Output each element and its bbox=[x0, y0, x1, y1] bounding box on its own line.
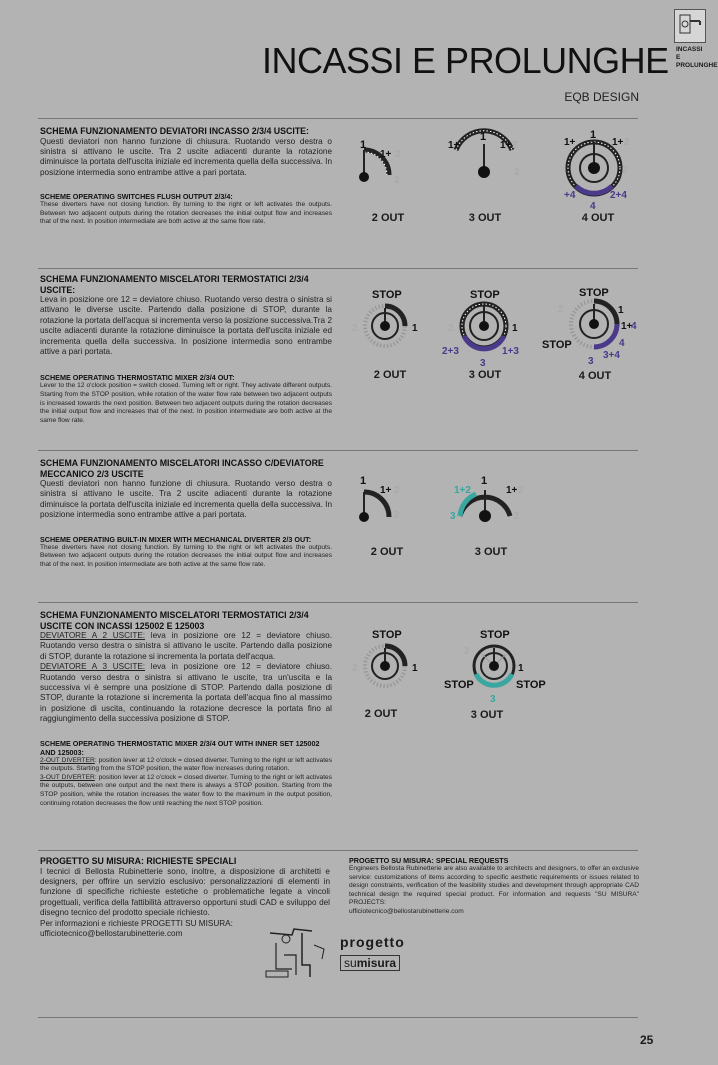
diagram-label: 4 OUT bbox=[578, 370, 612, 382]
inline-text: leva in posizione ore 12 = deviatore chiuso. Ruotando verso destra o sinistra si attivano le uscite, tra un'uscita e la successiva vi è sempre una posizione di STOP. Partendo dalla posizione di STOP, durante la rotazione si incrementa la portata dell'acqua fino al massimo in posizione di uscita, continuando la rotazione decresce la portata fino al raggiungimento della successiva posizione di STOP. bbox=[40, 662, 333, 724]
footer-body-en: Engineers Bellosta Rubinetterie are also available to architects and designers, to offer an exclusive service: customizations of items according to specific aesthetic requirements or issues related to design constraints, verification of the feasibility studies and development through appropriate CAD technical design the required special product. For information and requests "SU MISURA" PROJECTS: bbox=[349, 865, 639, 907]
dial-label: 1 bbox=[618, 305, 624, 316]
divider bbox=[38, 1017, 638, 1018]
dial-label: 1 bbox=[512, 323, 518, 334]
dial-label: 2+3 bbox=[442, 346, 459, 357]
dial-label: 1+ bbox=[612, 137, 624, 148]
dial-label: 1 bbox=[480, 131, 487, 143]
diagrams-incassi bbox=[340, 624, 560, 709]
dial-label: 2 bbox=[622, 165, 628, 176]
side-tab-label: INCASSI E PROLUNGHE bbox=[676, 46, 718, 69]
dial-label: 4 bbox=[619, 338, 625, 349]
dial-label: 2+4 bbox=[610, 190, 627, 201]
diagram-label: 3 OUT bbox=[468, 369, 502, 381]
section-heading: SCHEMA FUNZIONAMENTO DEVIATORI INCASSO 2/3/4 USCITE: bbox=[40, 126, 309, 136]
dial-label: 3 bbox=[450, 511, 456, 522]
section-body-en: Lever to the 12 o'clock position = switch closed. Turning left or right. They activate different outputs. Starting from the STOP position, while rotation of the water flow rate between two adjacent outputs is increased towards the next position. Between two adjacent outputs during the rotation decreases the initial output flow and increases that of the next. In position intermediate are both active at the same flow rate. bbox=[40, 382, 332, 424]
diagram-label: 2 OUT bbox=[370, 546, 404, 558]
section-body-en: These diverters have not closing function. By turning to the right or left activates the outputs. Between two adjacent outputs during the rotation decreases the initial output flow and increases that of the next. In position intermediate are both active at the same flow rate. bbox=[40, 543, 332, 568]
dial-label: 2 bbox=[464, 646, 470, 657]
section-body: Questi deviatori non hanno funzione di chiusura. Ruotando verso destra o sinistra si attivano le uscite. Tra 2 uscite adiacenti durante la rotazione diminuisce la portata dell'uscita iniziale ed incrementa quella della successiva. In posizione intermedia sono entrambe attive a pari portata. bbox=[40, 136, 332, 177]
section-body bbox=[40, 662, 332, 724]
divider bbox=[38, 602, 638, 603]
section-body: Leva in posizione ore 12 = deviatore chiuso. Ruotando verso destra o sinistra si attivano le diverse uscite. Partendo dalla posizione di STOP, durante la rotazione la portata dell'acqua si incrementa verso la posizione successiva.Tra 2 uscite adiacenti durante la rotazione diminuisce la portata dell'uscita iniziale ed incrementa quella della successiva. In posizione intermedia sono entrambe attive a pari portata. bbox=[40, 295, 332, 357]
diagram-label: 2 OUT bbox=[364, 708, 398, 720]
diagrams-termostatici bbox=[340, 284, 640, 374]
dial-label: 1 bbox=[590, 129, 597, 141]
section-heading-en: SCHEME OPERATING SWITCHES FLUSH OUTPUT 2/3/4: bbox=[40, 192, 233, 202]
dial-3out-inner bbox=[444, 629, 546, 705]
logo-misura: misura bbox=[356, 956, 397, 970]
dial-label: STOP bbox=[516, 679, 546, 691]
dial-label: STOP bbox=[480, 629, 510, 641]
dial-label: 1+ bbox=[380, 485, 392, 496]
dial-label: 1 bbox=[360, 139, 367, 151]
dial-label: STOP bbox=[372, 629, 402, 641]
dial-label: 2 bbox=[558, 304, 564, 315]
dial-label: 3 bbox=[480, 358, 486, 369]
dial-label: 1 bbox=[481, 475, 488, 487]
dial-label: 2 bbox=[518, 485, 524, 496]
dial-3out bbox=[448, 131, 520, 178]
divider bbox=[38, 850, 638, 851]
footer-contact: Per informazioni e richieste PROGETTI SU MISURA: bbox=[40, 918, 233, 928]
dial-label: 1 bbox=[412, 663, 418, 674]
dial-label: 2 bbox=[624, 137, 630, 148]
dial-label: +4 bbox=[564, 190, 576, 201]
diagram-label: 3 OUT bbox=[468, 212, 502, 224]
logo-progetto: progetto bbox=[340, 934, 405, 950]
dial-2out-thermo bbox=[352, 289, 418, 346]
diagram-label: 4 OUT bbox=[581, 212, 615, 224]
dial-3out-mech bbox=[450, 475, 524, 522]
dial-3out-thermo bbox=[442, 289, 519, 369]
dial-label: 2 bbox=[394, 175, 400, 186]
dial-label: 2 bbox=[352, 323, 358, 334]
page-number: 25 bbox=[640, 1033, 654, 1047]
divider bbox=[38, 118, 638, 119]
section-deviatori-text bbox=[40, 126, 332, 227]
faucet-thumbnail-icon bbox=[674, 9, 706, 43]
section-body bbox=[40, 631, 332, 662]
dial-label: 2 bbox=[514, 167, 520, 178]
dial-2out bbox=[359, 139, 401, 186]
footer-email: ufficiotecnico@bellostarubinetterie.com bbox=[40, 928, 183, 938]
dial-label: 2 bbox=[395, 149, 401, 160]
section-body-en bbox=[40, 774, 332, 808]
inline-label: DEVIATORE A 3 USCITE: bbox=[40, 662, 146, 672]
diagram-label: 2 OUT bbox=[373, 369, 407, 381]
dial-label: STOP bbox=[542, 339, 572, 351]
dial-label: 1+3 bbox=[502, 346, 519, 357]
dial-label: STOP bbox=[470, 289, 500, 301]
dial-label: 1+ bbox=[380, 149, 392, 160]
footer-heading-en: PROGETTO SU MISURA: SPECIAL REQUESTS bbox=[349, 856, 509, 865]
dial-4out-thermo bbox=[542, 287, 637, 367]
section-meccanico-text bbox=[40, 458, 332, 569]
dial-label: 1+ bbox=[564, 137, 576, 148]
footer-body: I tecnici di Bellosta Rubinetterie sono, inoltre, a disposizione di architetti e designers, per offrire un servizio esclusivo: personalizzazioni di elementi in funzione di specifiche richieste estetiche o problematiche legate a vincoli progettuali, verifica della fattibilità attraverso opportuni studi CAD e sviluppo del disegno tecnico del prodotto speciale richiesto. bbox=[40, 866, 330, 918]
dial-label: 2 bbox=[394, 510, 400, 521]
section-termostatici-text bbox=[40, 274, 332, 425]
diagram-label: 3 OUT bbox=[474, 546, 508, 558]
diagram-label: 2 OUT bbox=[371, 212, 405, 224]
dial-label: 2 bbox=[514, 511, 520, 522]
dial-label: 3 bbox=[490, 694, 496, 705]
inline-text: leva in posizione ore 12 = deviatore chiuso. Ruotando verso destra o sinistra si attivano le uscite. Partendo dalla posizione di STOP, durante la rotazione si incrementa la portata dell'acqua. bbox=[40, 631, 333, 661]
diagrams-meccanico bbox=[340, 470, 540, 530]
section-heading: SCHEMA FUNZIONAMENTO MISCELATORI INCASSO C/DEVIATORE MECCANICO 2/3 USCITE bbox=[40, 458, 324, 479]
footer-en bbox=[349, 856, 639, 917]
section-heading: SCHEMA FUNZIONAMENTO MISCELATORI TERMOSTATICI 2/3/4 USCITE: bbox=[40, 274, 309, 295]
section-heading-en: SCHEME OPERATING BUILT-IN MIXER WITH MECHANICAL DIVERTER 2/3 OUT: bbox=[40, 534, 312, 544]
dial-4out bbox=[564, 129, 630, 212]
inline-text: : position lever at 12 o'clock = closed diverter. Turning to the right or left activates the outputs, between one output and the next there is always a STOP position. Starting from the STOP position, while the rotation increases the water flow to the maximum in the output position, continuing rotation decreases the flow until reaching the next STOP position. bbox=[40, 773, 332, 807]
section-heading-en: SCHEME OPERATING THERMOSTATIC MIXER 2/3/4 OUT: bbox=[40, 373, 235, 383]
section-heading: SCHEMA FUNZIONAMENTO MISCELATORI TERMOSTATICI 2/3/4 USCITE CON INCASSI 125002 E 125003 bbox=[40, 610, 309, 631]
divider bbox=[38, 450, 638, 451]
logo-su: su bbox=[344, 956, 357, 970]
dial-label: 2 bbox=[512, 140, 518, 151]
faucet-sketch-icon bbox=[262, 925, 332, 980]
dial-label: 1 bbox=[518, 663, 524, 674]
dial-label: 2 bbox=[448, 323, 454, 334]
dial-label: STOP bbox=[372, 289, 402, 301]
section-incassi-text bbox=[40, 610, 332, 808]
dial-label: 2 bbox=[352, 663, 358, 674]
section-body: Questi deviatori non hanno funzione di chiusura. Ruotando verso destra o sinistra si attivano le uscite. Tra 2 uscite adiacenti durante la rotazione diminuisce la portata dell'uscita iniziale ed incrementa quella della successiva. In posizione intermedia sono entrambe attive a pari portata. bbox=[40, 479, 332, 520]
footer-email-en: ufficiotecnico@bellostarubinetterie.com bbox=[349, 907, 464, 915]
dial-label: 1 bbox=[360, 475, 367, 487]
divider bbox=[38, 268, 638, 269]
page-title: INCASSI E PROLUNGHE bbox=[262, 40, 669, 81]
inline-label: DEVIATORE A 2 USCITE: bbox=[40, 631, 146, 640]
dial-label: 2 bbox=[394, 485, 400, 496]
section-body-en bbox=[40, 757, 332, 774]
inline-text: : position lever at 12 o'clock = closed diverter. Turning to the right or left activates the outputs. Starting from the STOP position, the water flow increases during rotation. bbox=[40, 756, 332, 773]
page-subtitle: EQB DESIGN bbox=[564, 90, 639, 104]
dial-label: 3+4 bbox=[603, 350, 620, 361]
dial-label: 1+ bbox=[621, 321, 633, 332]
dial-label: STOP bbox=[444, 679, 474, 691]
dial-2out-mech bbox=[359, 475, 400, 522]
section-body-en: These diverters have not closing function. By turning to the right or left activates the outputs. Between two adjacent outputs during the rotation decreases the initial output flow and increases that of the next. In position intermediate are both active at the same flow rate. bbox=[40, 201, 332, 226]
dial-label: 3 bbox=[588, 356, 594, 367]
dial-2out-inner bbox=[352, 629, 418, 686]
logo-su-misura bbox=[340, 955, 400, 971]
dial-label: 4 bbox=[590, 201, 596, 212]
section-heading-en: SCHEME OPERATING THERMOSTATIC MIXER 2/3/4 OUT WITH INNER SET 125002 AND 125003: bbox=[40, 738, 320, 757]
dial-label: 4 bbox=[631, 321, 637, 332]
dial-label: 1+ bbox=[506, 485, 518, 496]
inline-label: 2-OUT DIVERTER bbox=[40, 756, 95, 764]
dial-label: 1 bbox=[412, 323, 418, 334]
footer-heading: PROGETTO SU MISURA: RICHIESTE SPECIALI bbox=[40, 856, 237, 866]
diagram-label: 3 OUT bbox=[470, 709, 504, 721]
dial-label: 1+ bbox=[448, 140, 460, 151]
dial-label: 1+2 bbox=[454, 485, 471, 496]
dial-label: 1+ bbox=[500, 140, 512, 151]
dial-label: STOP bbox=[579, 287, 609, 299]
inline-label: 3-OUT DIVERTER bbox=[40, 773, 95, 781]
